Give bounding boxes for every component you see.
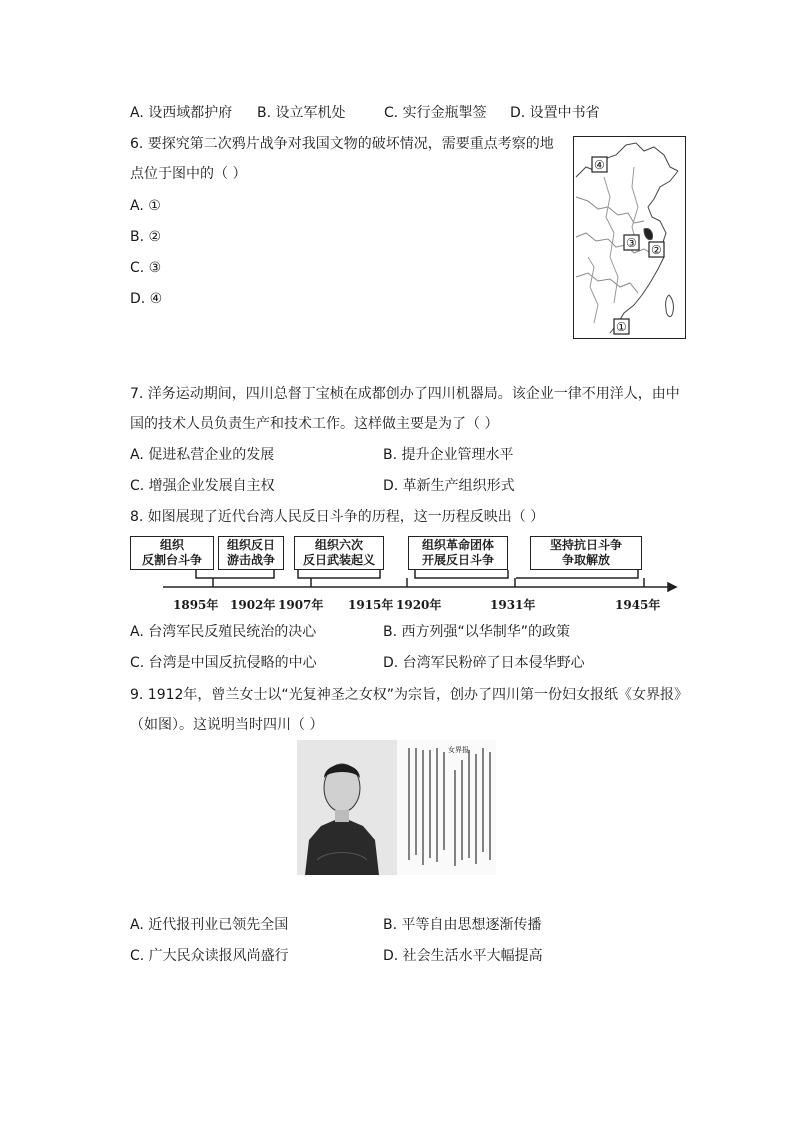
q6-option-a: A. ① (130, 198, 161, 214)
q6-stem-line1: 6. 要探究第二次鸦片战争对我国文物的破坏情况，需要重点考察的地 (130, 136, 554, 152)
taiwan-timeline-figure (128, 534, 678, 614)
q9-stem-line2: （如图）。这说明当时四川（ ） (130, 717, 324, 733)
timeline-year-1915: 1915年 (348, 598, 394, 612)
timeline-year-1945: 1945年 (615, 598, 661, 612)
q7-stem-line2: 国的技术人员负责生产和技术工作。这样做主要是为了（ ） (130, 416, 499, 432)
portrait-and-newspaper-image (297, 740, 496, 875)
timeline-year-1931: 1931年 (490, 598, 536, 612)
q6-option-d: D. ④ (130, 291, 163, 307)
map-marker-3: ③ (626, 236, 637, 250)
china-map-figure (573, 136, 686, 339)
q6-option-b: B. ② (130, 229, 162, 245)
map-outline (574, 137, 685, 338)
q9-stem-line1: 9. 1912年，曾兰女士以“光复神圣之女权”为宗旨，创办了四川第一份妇女报纸《女界报》 (130, 687, 688, 703)
q8-option-d: D. 台湾军民粉碎了日本侵华野心 (383, 655, 585, 671)
q5-option-b: B. 设立军机处 (257, 105, 346, 121)
q8-option-b: B. 西方列强“以华制华”的政策 (383, 624, 571, 640)
q7-option-c: C. 增强企业发展自主权 (130, 478, 275, 494)
timeline-year-1907: 1907年 (278, 598, 324, 612)
timeline-year-1920: 1920年 (396, 598, 442, 612)
timeline-box-2: 组织反日 游击战争 (218, 536, 284, 570)
q6-stem-line2: 点位于图中的（ ） (130, 166, 247, 182)
q8-stem: 8. 如图展现了近代台湾人民反日斗争的历程，这一历程反映出（ ） (130, 509, 545, 525)
map-marker-4: ④ (594, 158, 605, 172)
timeline-box-1: 组织 反割台斗争 (130, 536, 214, 570)
q9-option-d: D. 社会生活水平大幅提高 (383, 948, 543, 964)
timeline-box-3: 组织六次 反日武装起义 (294, 536, 384, 570)
q8-option-c: C. 台湾是中国反抗侵略的中心 (130, 655, 317, 671)
q9-option-b: B. 平等自由思想逐渐传播 (383, 917, 542, 933)
q9-option-c: C. 广大民众读报风尚盛行 (130, 948, 289, 964)
q8-option-a: A. 台湾军民反殖民统治的决心 (130, 624, 317, 640)
historical-photo-figure (297, 740, 496, 875)
map-marker-1: ① (616, 320, 627, 334)
q7-option-d: D. 革新生产组织形式 (383, 478, 515, 494)
timeline-box-4: 组织革命团体 开展反日斗争 (408, 536, 508, 570)
timeline-box-5: 坚持抗日斗争 争取解放 (530, 536, 642, 570)
newspaper-title: 女界报 (448, 746, 469, 754)
q7-option-a: A. 促进私营企业的发展 (130, 447, 275, 463)
timeline-year-1902: 1902年 (230, 598, 276, 612)
q5-option-a: A. 设西域都护府 (130, 105, 233, 121)
q9-option-a: A. 近代报刊业已领先全国 (130, 917, 289, 933)
q6-option-c: C. ③ (130, 260, 162, 276)
q5-option-c: C. 实行金瓶掣签 (384, 105, 487, 121)
map-marker-2: ② (651, 243, 662, 257)
q5-option-d: D. 设置中书省 (510, 105, 600, 121)
q7-stem-line1: 7. 洋务运动期间，四川总督丁宝桢在成都创办了四川机器局。该企业一律不用洋人，由中 (130, 386, 680, 402)
q7-option-b: B. 提升企业管理水平 (383, 447, 514, 463)
timeline-year-1895: 1895年 (173, 598, 219, 612)
